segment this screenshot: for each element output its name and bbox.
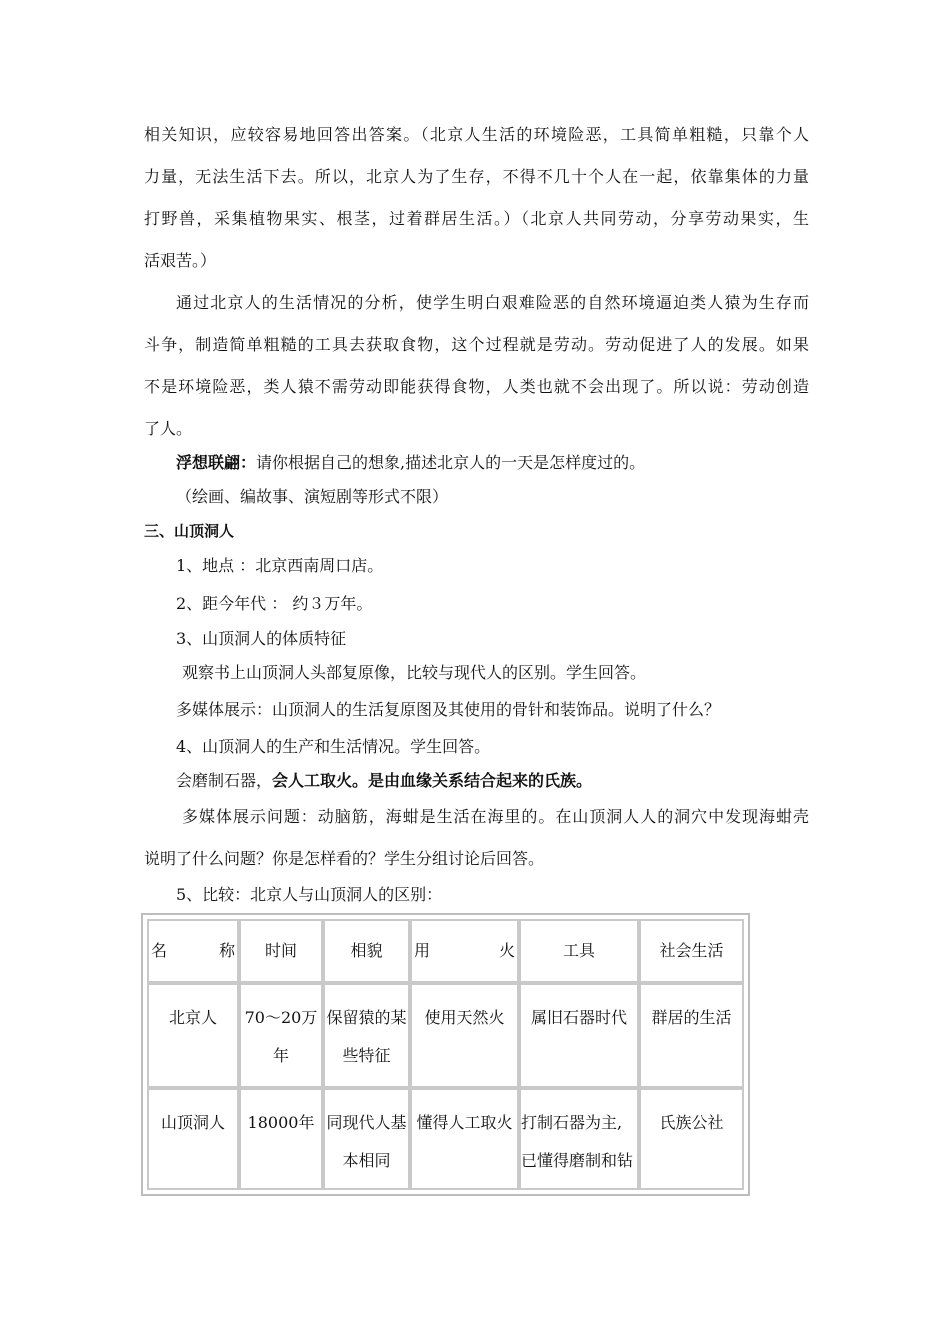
list-item: 1、地点 ：北京西南周口店。 — [176, 556, 384, 575]
table-row — [519, 983, 639, 1088]
table-row — [519, 1088, 639, 1190]
imagination-text: 请你根据自己的想象,描述北京人的一天是怎样度过的。 — [256, 453, 646, 472]
cell-text: 70～20万 — [244, 1008, 318, 1027]
list-item: 5、比较：北京人与山顶洞人的区别： — [176, 885, 443, 904]
cell-text: 北京人 — [168, 1008, 217, 1027]
cell-text: 本相同 — [342, 1151, 391, 1170]
imagination-label: 浮想联翩： — [176, 453, 257, 472]
table-header-cell — [239, 919, 323, 983]
cell-text: 些特征 — [342, 1046, 391, 1065]
table-row — [639, 1088, 744, 1190]
grind-normal-text: 会磨制石器， — [176, 771, 273, 790]
paragraph-line: 相关知识，应较容易地回答出答案。（北京人生活的环境险恶，工具简单粗糙，只靠个人 — [144, 125, 809, 144]
paragraph-line: 力量，无法生活下去。所以，北京人为了生存，不得不几十个人在一起，依靠集体的力量 — [144, 167, 809, 186]
table-row — [239, 1088, 323, 1190]
list-item: 3、山顶洞人的体质特征 — [176, 629, 347, 648]
header-text: 社会生活 — [659, 941, 724, 960]
header-text: 时间 — [264, 941, 297, 960]
header-text: 用 — [414, 941, 462, 960]
cell-text: 同现代人基 — [326, 1113, 407, 1132]
header-text: 火 — [498, 941, 515, 960]
paragraph-line: 斗争，制造简单粗糙的工具去获取食物，这个过程就是劳动。劳动促进了人的发展。如果 — [144, 335, 809, 354]
paragraph-line: 活艰苦。） — [144, 251, 217, 270]
cell-text: 年 — [272, 1046, 289, 1065]
observe-text: 观察书上山顶洞人头部复原像，比较与现代人的区别。学生回答。 — [182, 663, 647, 682]
paragraph-line: 不是环境险恶，类人猿不需劳动即能获得食物，人类也就不会出现了。所以说：劳动创造 — [144, 377, 809, 396]
paragraph-line: 了人。 — [144, 419, 193, 438]
section-heading: 三、山顶洞人 — [144, 522, 235, 540]
table-row — [323, 983, 410, 1088]
table-row — [410, 1088, 519, 1190]
table-header-cell — [519, 919, 639, 983]
cell-text: 属旧石器时代 — [530, 1008, 627, 1027]
list-item: 4、山顶洞人的生产和生活情况。学生回答。 — [176, 737, 491, 756]
table-row — [239, 983, 323, 1088]
cell-text: 懂得人工取火 — [416, 1113, 513, 1132]
header-text: 称 — [218, 941, 235, 960]
table-header-cell — [410, 919, 519, 983]
multimedia-question: 说明了什么问题？你是怎样看的？学生分组讨论后回答。 — [144, 849, 545, 868]
cell-text: 群居的生活 — [651, 1008, 732, 1027]
table-row — [410, 983, 519, 1088]
table-header-cell — [323, 919, 410, 983]
table-row — [147, 1088, 239, 1190]
imagination-note: （绘画、编故事、演短剧等形式不限） — [176, 487, 449, 506]
grind-bold-text: 会人工取火。是由血缘关系结合起来的氏族。 — [272, 771, 593, 790]
table-row — [323, 1088, 410, 1190]
grind-line — [176, 770, 841, 792]
cell-text: 使用天然火 — [424, 1008, 505, 1027]
imagination-prompt — [176, 452, 841, 474]
comparison-table — [141, 913, 750, 1196]
paragraph-line: 通过北京人的生活情况的分析，使学生明白艰难险恶的自然环境逼迫类人猿为生存而 — [176, 293, 809, 312]
list-item: 2、距今年代 ： 约３万年。 — [176, 594, 373, 613]
multimedia-question: 多媒体展示问题：动脑筋，海蚶是生活在海里的。在山顶洞人人的洞穴中发现海蚶壳 — [182, 807, 809, 826]
cell-text: 打制石器为主, — [521, 1113, 623, 1132]
multimedia-text: 多媒体展示：山顶洞人的生活复原图及其使用的骨针和装饰品。说明了什么？ — [176, 700, 721, 719]
table-header-cell — [639, 919, 744, 983]
paragraph-line: 打野兽，采集植物果实、根茎，过着群居生活。）（北京人共同劳动，分享劳动果实，生 — [144, 209, 809, 228]
header-text: 名 — [151, 941, 191, 960]
table-row — [639, 983, 744, 1088]
cell-text: 氏族公社 — [659, 1113, 724, 1132]
header-text: 工具 — [562, 941, 595, 960]
header-text: 相貌 — [350, 941, 383, 960]
table-header-cell — [147, 919, 239, 983]
cell-text: 保留猿的某 — [326, 1008, 407, 1027]
cell-text: 18000年 — [247, 1113, 315, 1132]
table-row — [147, 983, 239, 1088]
cell-text: 山顶洞人 — [160, 1113, 225, 1132]
cell-text: 已懂得磨制和钻 — [521, 1151, 634, 1170]
